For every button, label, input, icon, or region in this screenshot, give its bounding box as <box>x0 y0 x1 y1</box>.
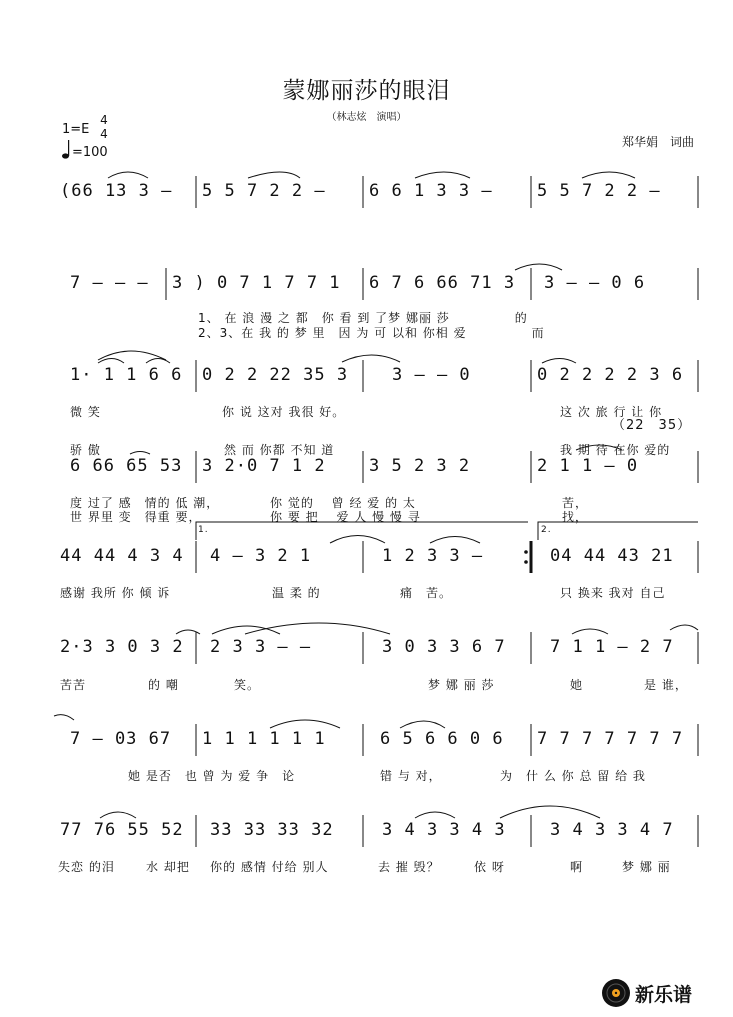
singer-credit: （林志炫 演唱） <box>326 112 407 123</box>
lyric-fragment: 苦， <box>562 496 589 510</box>
slur <box>270 720 340 728</box>
measure: 33 33 33 32 <box>210 820 334 840</box>
time-signature-numerator: 4 <box>100 113 108 127</box>
measure: 3 4 3 3 4 3 <box>382 820 506 840</box>
slur <box>576 445 622 450</box>
lyric-fragment: 你 觉的 曾 经 爱 的 太 <box>270 496 416 510</box>
slur <box>670 625 698 630</box>
measure: 0 2 2 22 35 3 <box>202 365 349 385</box>
volta-1-bracket <box>196 522 528 540</box>
measure: 3 – – 0 6 <box>544 273 646 293</box>
slur <box>582 172 635 178</box>
measure: 4 – 3 2 1 <box>210 546 312 566</box>
slur <box>248 172 300 178</box>
measure: 2·3 3 0 3 2 <box>60 637 184 657</box>
measure: 5 5 7 2 2 – <box>202 181 326 201</box>
slur <box>415 172 470 178</box>
measure: 3 4 3 3 4 7 <box>550 820 674 840</box>
lyric-fragment: 失恋 的泪 <box>58 860 115 874</box>
lyric-fragment: 微 笑 <box>70 405 101 419</box>
lyric-fragment: 去 摧 毁？ <box>378 860 440 874</box>
measure: 3 0 3 3 6 7 <box>382 637 506 657</box>
volta-2-bracket <box>538 522 698 540</box>
volta-1-label: 1. <box>198 525 209 535</box>
measure: 04 44 43 21 <box>550 546 674 566</box>
measure: (66 13 3 – <box>60 181 173 201</box>
lyric-fragment: 依 呀 <box>474 860 505 874</box>
slur <box>100 812 136 818</box>
measure: 2 3 3 – – <box>210 637 312 657</box>
author-credit: 郑华娟 词曲 <box>622 135 695 149</box>
logo-text: 新乐谱 <box>635 983 693 1006</box>
slur <box>108 172 148 178</box>
alternate-notes: （22 35） <box>612 418 692 433</box>
lyric-fragment: 为 什 么 你 总 留 给 我 <box>500 769 646 783</box>
slur <box>542 359 576 364</box>
lyric-fragment: 然 而 你都 不知 道 <box>224 443 335 457</box>
lyric-fragment: 笑。 <box>234 678 261 692</box>
lyric-fragment: 感谢 我所 你 倾 诉 <box>60 586 171 600</box>
measure: 77 76 55 52 <box>60 820 184 840</box>
key-signature: 1=E <box>62 122 90 137</box>
measure: 6 5 6 6 0 6 <box>380 729 504 749</box>
lyric-fragment: 骄 傲 <box>70 443 101 457</box>
lyric-fragment: 梦 娜 丽 莎 <box>428 678 495 692</box>
measure: 6 6 1 3 3 – <box>369 181 493 201</box>
slur <box>54 715 74 720</box>
tempo-marking: =100 <box>72 145 108 160</box>
measure: 7 – – – <box>70 273 149 293</box>
slur <box>212 626 280 634</box>
measure: 6 7 6 66 71 3 <box>369 273 516 293</box>
measure: 1 2 3 3 – <box>382 546 484 566</box>
slur <box>330 536 385 544</box>
lyric-fragment: 度 过了 感 情的 低 潮， <box>70 496 220 510</box>
slur <box>342 355 400 362</box>
measure: 44 44 4 3 4 <box>60 546 184 566</box>
measure: 0 2 2 2 2 3 6 <box>537 365 684 385</box>
repeat-dot <box>524 550 528 554</box>
lyric-fragment: 苦苦 <box>60 678 87 692</box>
lyric-fragment: 她 是否 也 曾 为 爱 争 论 <box>128 769 296 783</box>
song-title: 蒙娜丽莎的眼泪 <box>282 78 451 104</box>
slur <box>500 806 600 818</box>
measure: 1 1 1 1 1 1 <box>202 729 326 749</box>
lyric-fragment: 找， <box>562 510 589 524</box>
measure: 3 ) 0 7 1 7 7 1 <box>172 273 341 293</box>
slur <box>415 812 455 818</box>
lyric-fragment: 错 与 对， <box>380 769 442 783</box>
slur <box>515 264 562 270</box>
lyric-fragment: 你 说 这对 我很 好。 <box>222 405 346 419</box>
lyric-fragment: 我 期 待 在你 爱的 <box>560 443 671 457</box>
slur <box>430 537 480 544</box>
measure: 6 66 65 53 <box>70 456 183 476</box>
lyric-fragment: 梦 娜 丽 <box>622 860 671 874</box>
lyric-fragment: 啊 <box>570 860 584 874</box>
slur <box>146 359 170 364</box>
lyric-fragment: 世 界里 变 得重 要， <box>70 510 202 524</box>
lyric-fragment: 是 谁， <box>644 678 688 692</box>
measure: 5 5 7 2 2 – <box>537 181 661 201</box>
lyric-fragment: 你 要 把 爱 人 慢 慢 寻 <box>270 510 421 524</box>
measure: 2 1 1 – 0 <box>537 456 639 476</box>
lyric-line: 1、 在 浪 漫 之 都 你 看 到 了梦 娜丽 莎 的 <box>198 311 528 325</box>
slur <box>245 623 390 634</box>
measure: 3 2·0 7 1 2 <box>202 456 326 476</box>
lyric-fragment: 你的 感情 付给 别人 <box>210 860 329 874</box>
lyric-fragment: 只 换来 我对 自己 <box>560 586 666 600</box>
repeat-dot <box>524 560 528 564</box>
measure: 7 7 7 7 7 7 7 <box>537 729 684 749</box>
measure: 3 5 2 3 2 <box>369 456 471 476</box>
lyric-fragment: 温 柔 的 <box>272 586 321 600</box>
vinyl-record-icon <box>601 978 631 1008</box>
measure: 3 – – 0 <box>392 365 471 385</box>
lyric-fragment: 水 却把 <box>146 860 190 874</box>
lyric-fragment: 这 次 旅 行 让 你 <box>560 405 663 419</box>
slur <box>98 359 124 364</box>
lyric-line: 2、3、在 我 的 梦 里 因 为 可 以和 你相 爱 而 <box>198 326 545 340</box>
slur <box>400 721 445 728</box>
slur <box>572 629 608 634</box>
slur <box>130 452 150 455</box>
lyric-fragment: 痛 苦。 <box>400 586 453 600</box>
site-logo <box>601 978 692 1008</box>
measure: 1· 1 1 6 6 <box>70 365 183 385</box>
measure: 7 – 03 67 <box>70 729 172 749</box>
lyric-fragment: 的 嘲 <box>148 678 179 692</box>
time-signature-denominator: 4 <box>100 127 108 141</box>
lyric-fragment: 她 <box>570 678 584 692</box>
volta-2-label: 2. <box>541 525 552 535</box>
measure: 7 1 1 – 2 7 <box>550 637 674 657</box>
